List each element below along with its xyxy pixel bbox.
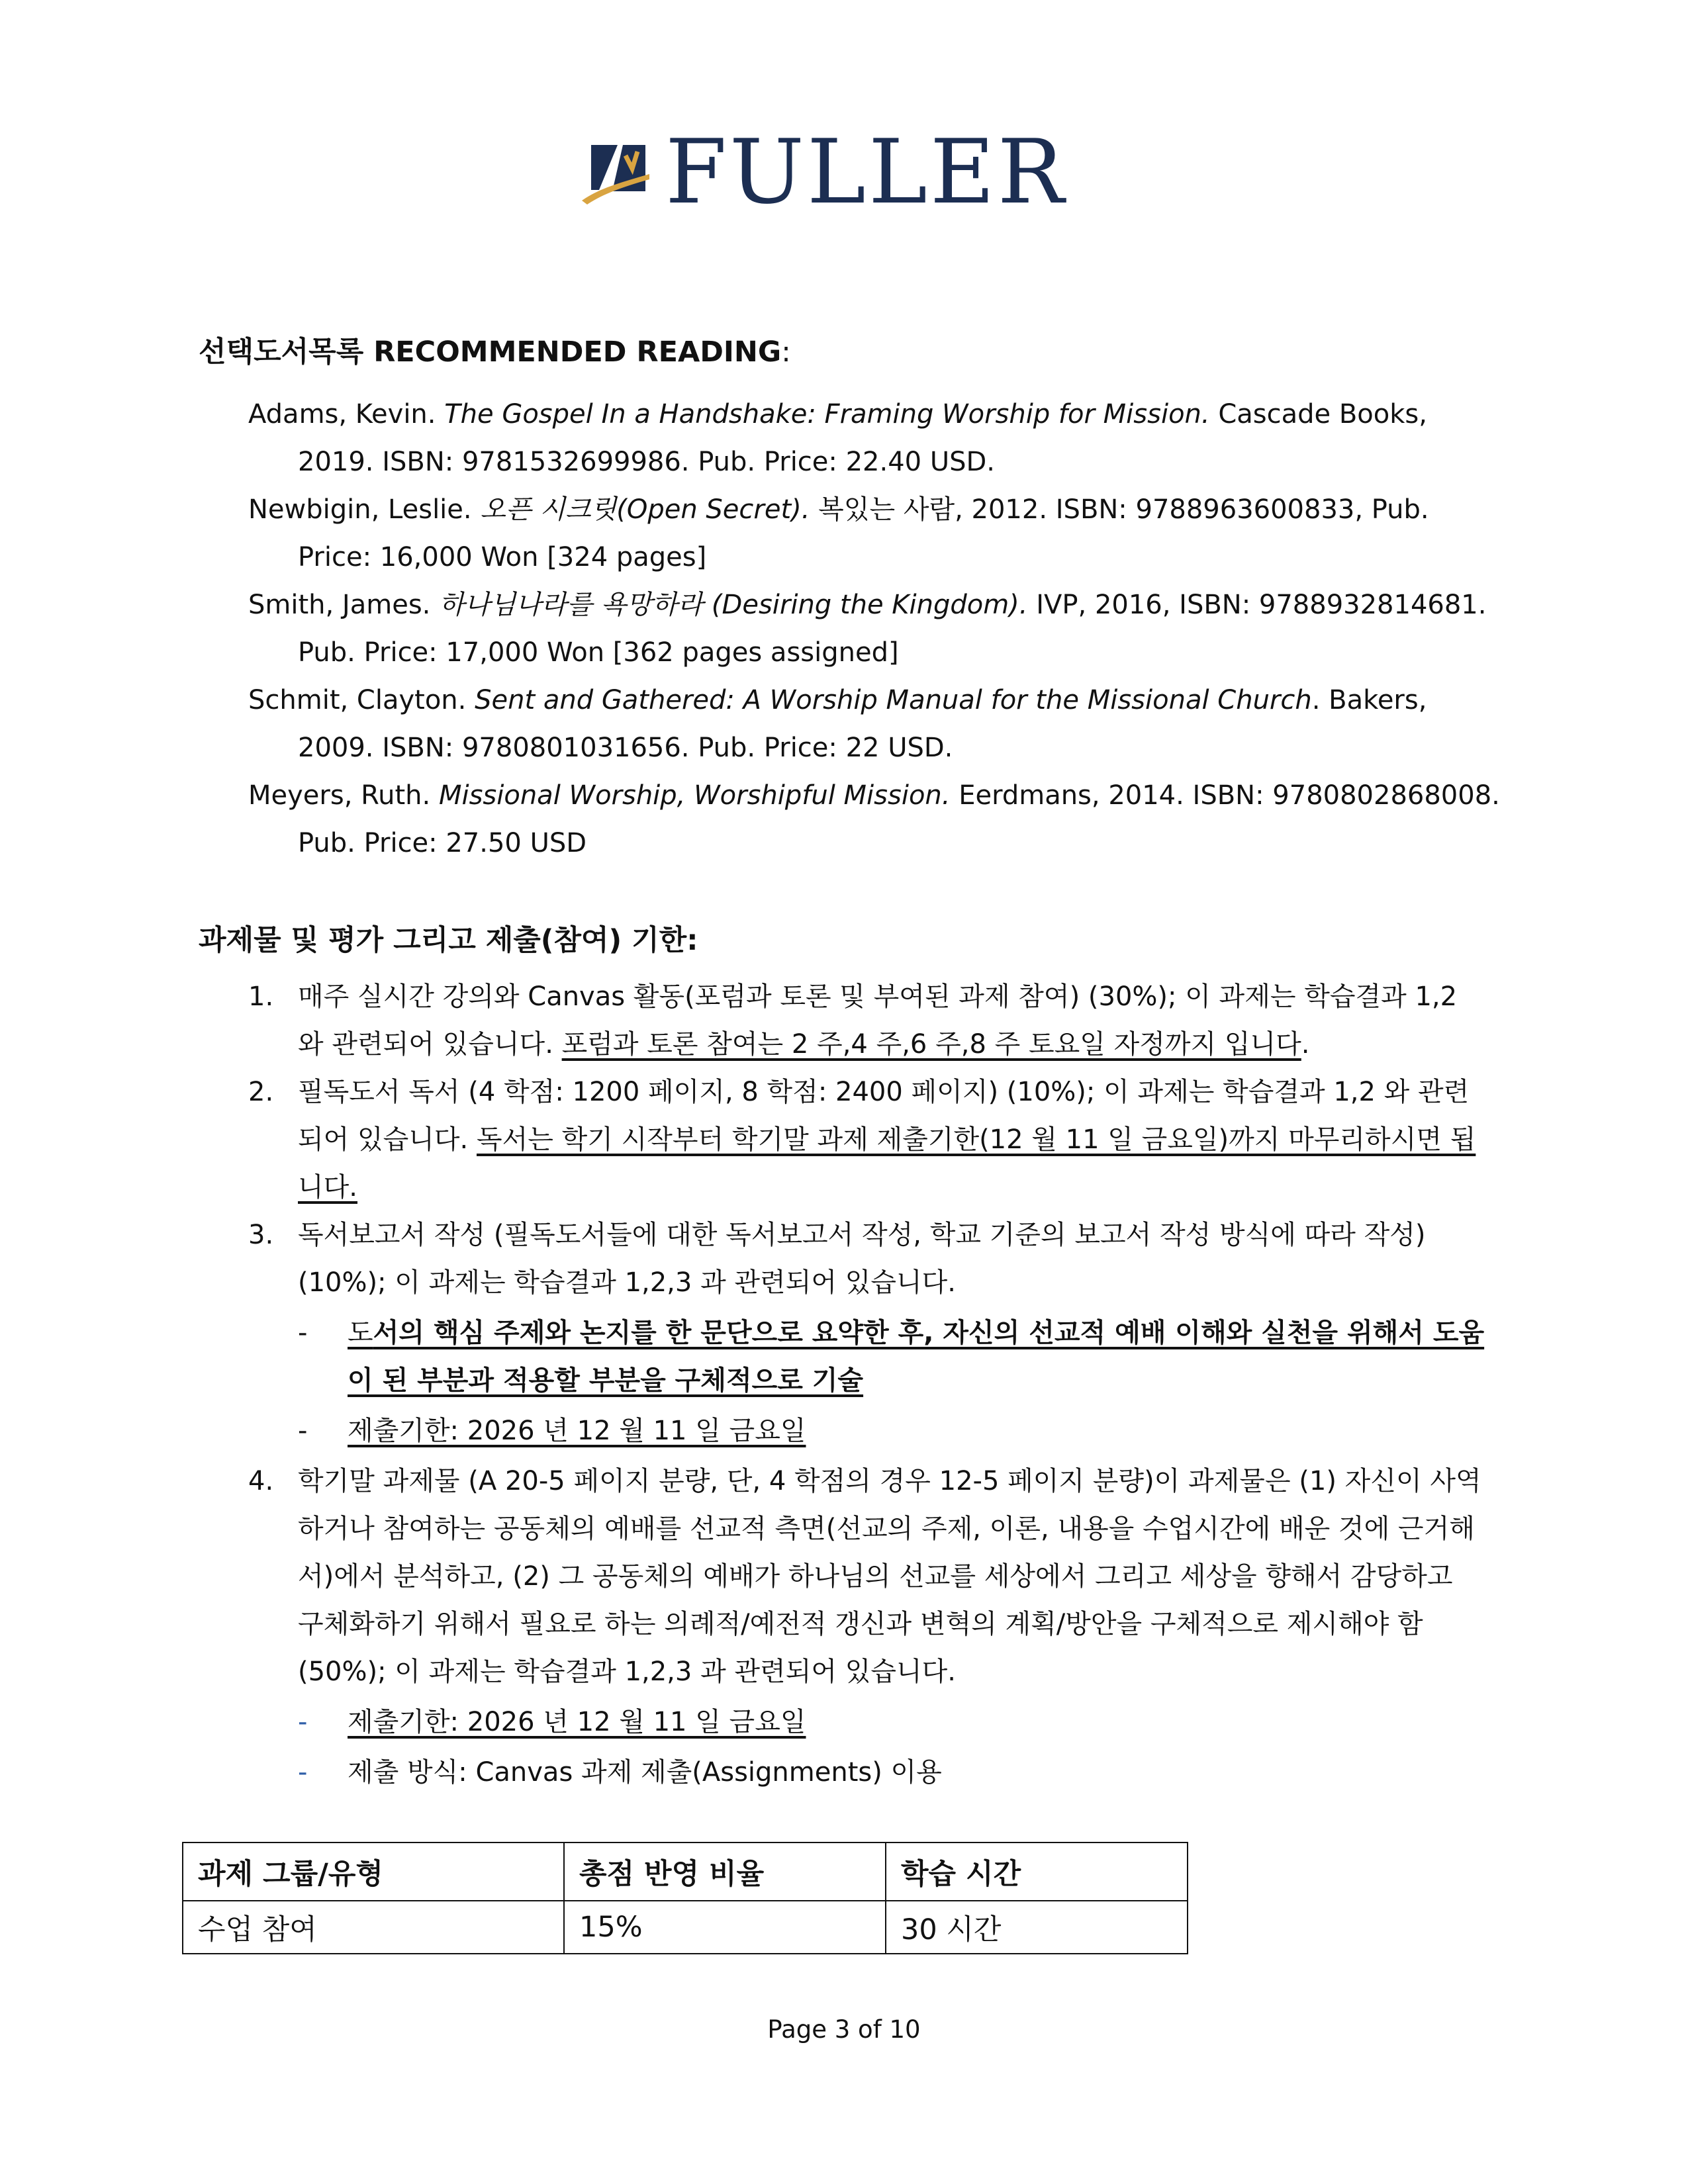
table-header-cell: 과제 그룹/유형 [183,1843,564,1901]
reading-title-text: 선택도서목록 RECOMMENDED READING [199,336,782,369]
reading-book-title: 오픈 시크릿(Open Secret). [480,494,810,525]
assignment-text: 필독도서 독서 (4 학점: 1200 페이지, 8 학점: 2400 페이지) (10%); 이 과제는 학습결과 1,2 와 관련되어 있습니다. [298,1077,1470,1155]
reading-details: . Bakers, 2009. ISBN: 9780801031656. Pub. Price: 22 USD. [298,685,1427,763]
reading-section-title [199,336,791,370]
dash-bullet-icon: - [298,1757,308,1788]
dash-bullet-icon: - [298,1318,308,1348]
assignment-item [248,973,1486,1068]
assignment-text: 독서보고서 작성 (필독도서들에 대한 독서보고서 작성, 학교 기준의 보고서 작성 방식에 따라 작성)(10%); 이 과제는 학습결과 1,2,3 과 관련되어 있습니다. [298,1220,1426,1298]
reading-item [248,676,1506,772]
assignments-section-title: 과제물 및 평가 그리고 제출(참여) 기한: [199,924,698,957]
assignment-text-end: . [1301,1029,1310,1060]
table-cell: 수업 참여 [183,1901,564,1954]
assignment-number: 3. [248,1220,274,1250]
fuller-book-icon [579,136,652,208]
table-cell: 30 시간 [886,1901,1188,1954]
assignment-deadline: 독서는 학기 시작부터 학기말 과제 제출기한(12 월 11 일 금요일)까지 마무리하시면 됩니다. [298,1124,1476,1203]
assignment-text: 학기말 과제물 (A 20-5 페이지 분량, 단, 4 학점의 경우 12-5 페이지 분량)이 과제물은 (1) 자신이 사역하거나 참여하는 공동체의 예배를 선교적 측면(선교의 주제, 이론, 내용을 수업시간에 배운 것에 근거해서)에서 분석하고, (2) 그 공동체의 예배가 하나님의 선교를 세상에서 그리고 세상을 향해서 감당하고 구체화하기 위해서 필요로 하는 의례적/예전적 갱신과 변혁의 계획/방안을 구체적으로 제시해야 함 (50%); 이 과제는 학습결과 1,2,3 과 관련되어 있습니다. [298,1466,1481,1687]
reading-details: Eerdmans, 2014. ISBN: 9780802868008. Pub. Price: 27.50 USD [298,780,1500,858]
assignment-subitem [298,1698,1486,1746]
reading-book-title: The Gospel In a Handshake: Framing Worship for Mission. [444,399,1210,430]
reading-details: IVP, 2016, ISBN: 9788932814681. Pub. Price: 17,000 Won [362 pages assigned] [298,590,1487,668]
reading-item [248,581,1506,676]
assignment-item [248,1068,1486,1211]
reading-author: Schmit, Clayton. [248,685,475,715]
assignment-number: 4. [248,1466,274,1496]
reading-book-title: Missional Worship, Worshipful Mission. [438,780,951,811]
reading-author: Meyers, Ruth. [248,780,439,811]
subitem-bold-text: 서의 핵심 주제와 논지를 한 문단으로 요약한 후, 자신의 선교적 예배 이해와 실천을 위해서 도움이 된 부분과 적용할 부분을 구체적으로 기술 [348,1318,1485,1396]
reading-details: Cascade Books, 2019. ISBN: 9781532699986. Pub. Price: 22.40 USD. [298,399,1427,477]
table-row [183,1901,1188,1954]
assignment-subitem [298,1407,1486,1455]
assignment-subitem [298,1309,1486,1404]
reading-item [248,772,1506,867]
dash-bullet-icon: - [298,1416,308,1446]
reading-author: Newbigin, Leslie. [248,494,481,525]
table-header-row [183,1843,1188,1901]
assignment-item [248,1457,1486,1796]
page-number: Page 3 of 10 [767,2015,921,2044]
reading-title-colon: : [781,336,791,369]
reading-book-title: Sent and Gathered: A Worship Manual for the Missional Church [475,685,1312,715]
reading-item [248,486,1506,581]
assignment-subitem [298,1749,1486,1796]
reading-author: Smith, James. [248,590,440,620]
table-header-cell: 총점 반영 비율 [564,1843,886,1901]
assignment-number: 2. [248,1077,274,1107]
assignment-text: 매주 실시간 강의와 Canvas 활동(포럼과 토론 및 부여된 과제 참여) (30%); 이 과제는 학습결과 1,2 와 관련되어 있습니다. [298,981,1458,1060]
assignment-deadline: 포럼과 토론 참여는 2 주,4 주,6 주,8 주 토요일 자정까지 입니다 [561,1029,1301,1060]
reading-item [248,390,1506,486]
subitem-deadline: 제출기한: 2026 년 12 월 11 일 금요일 [348,1707,806,1737]
assignment-number: 1. [248,981,274,1012]
dash-bullet-icon: - [298,1707,308,1737]
table-header-cell: 학습 시간 [886,1843,1188,1901]
reading-list [248,390,1506,867]
reading-author: Adams, Kevin. [248,399,445,430]
logo-wordmark: FULLER [665,120,1067,224]
assignment-item [248,1211,1486,1455]
subitem-deadline: 제출기한: 2026 년 12 월 11 일 금요일 [348,1416,806,1446]
reading-details: 복있는 사람, 2012. ISBN: 9788963600833, Pub. Price: 16,000 Won [324 pages] [298,494,1429,572]
table-cell: 15% [564,1901,886,1954]
subitem-text: 제출 방식: Canvas 과제 제출(Assignments) 이용 [348,1757,942,1788]
assignments-list [248,973,1486,1799]
fuller-logo [579,120,1067,224]
assignment-weight-table [182,1842,1188,1954]
subitem-lead: 도 [348,1318,373,1348]
reading-book-title: 하나님나라를 욕망하라 (Desiring the Kingdom). [439,590,1028,620]
